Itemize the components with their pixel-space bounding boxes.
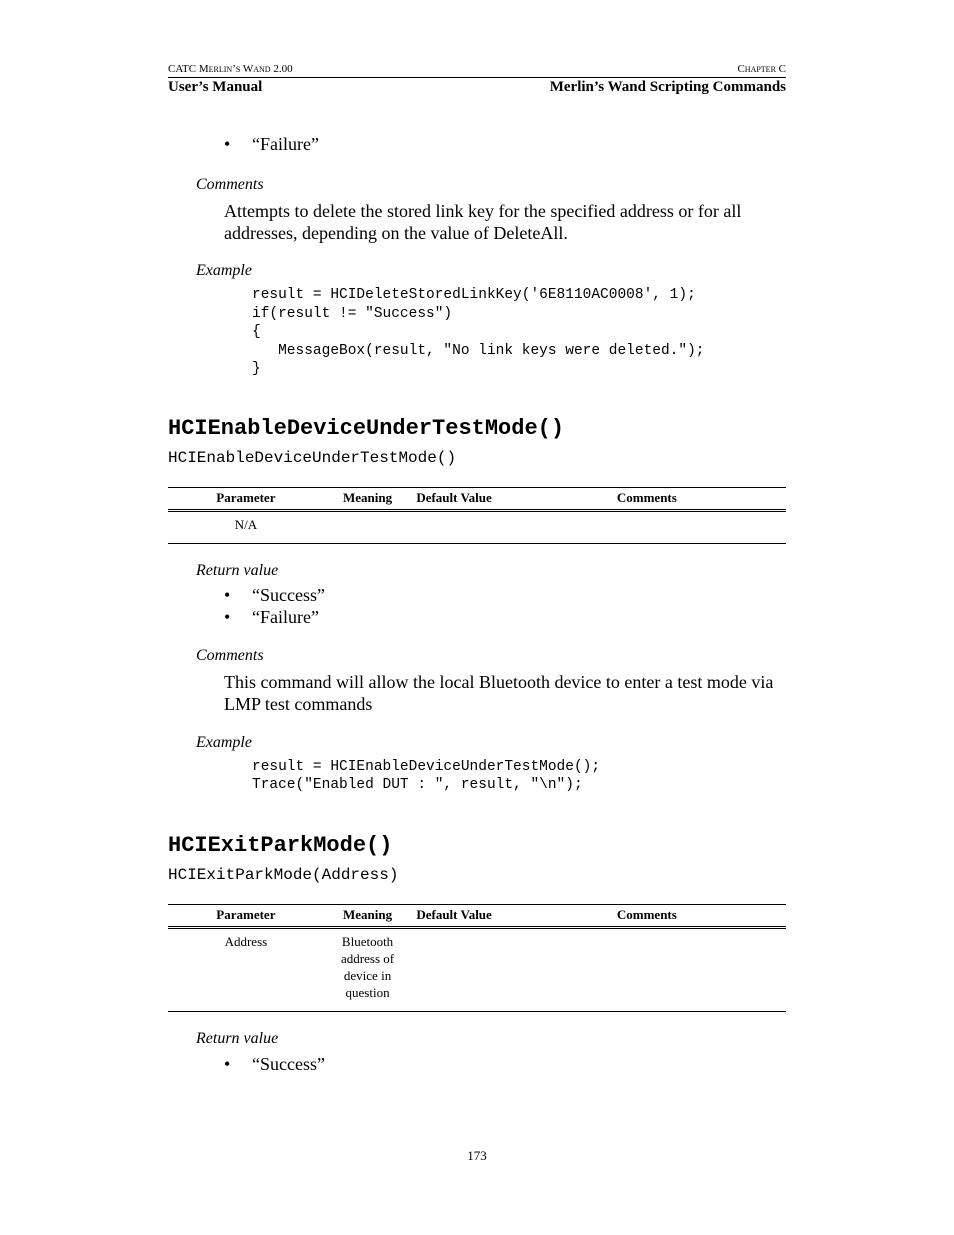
table-row: N/A <box>168 510 786 543</box>
header-section: Merlin’s Wand Scripting Commands <box>549 79 786 95</box>
example-label: Example <box>196 733 252 751</box>
code-block: result = HCIEnableDeviceUnderTestMode(); Trace("Enabled DUT : ", result, "\n"); <box>252 758 601 793</box>
header-chapter: Chapter C <box>737 63 786 75</box>
column-header: Parameter <box>168 904 324 927</box>
example-label: Example <box>196 262 252 279</box>
list-item: • “Failure” <box>224 134 319 154</box>
list-item: • “Failure” <box>224 606 319 627</box>
comments-text: This command will allow the local Bluetooth device to enter a test mode via LMP test commands <box>224 671 774 714</box>
column-header: Parameter <box>168 487 324 510</box>
table-header-row <box>168 487 786 510</box>
comments-text: Attempts to delete the stored link key for the specified address or for all addresses, depending on the value of DeleteAll. <box>224 201 742 243</box>
column-header: Default Value <box>411 904 507 927</box>
running-header-top <box>168 62 786 76</box>
function-signature: HCIExitParkMode(Address) <box>168 865 399 884</box>
function-title: HCIEnableDeviceUnderTestMode() <box>168 415 565 441</box>
header-manual: User’s Manual <box>168 79 263 95</box>
column-header: Comments <box>508 487 786 510</box>
column-header: Meaning <box>324 904 412 927</box>
column-header: Comments <box>508 904 786 927</box>
return-value-label: Return value <box>196 1029 279 1047</box>
document-page <box>168 62 786 1075</box>
table-row: Address Bluetooth address of device in question <box>168 927 786 1011</box>
comments-label: Comments <box>196 176 264 193</box>
function-signature: HCIEnableDeviceUnderTestMode() <box>168 448 457 467</box>
list-item: • “Success” <box>224 1053 325 1074</box>
header-product: CATC Merlin’s Wand 2.00 <box>168 63 293 75</box>
comments-label: Comments <box>196 646 264 664</box>
list-item: • “Success” <box>224 584 325 605</box>
column-header: Meaning <box>324 487 412 510</box>
running-header-bottom <box>168 78 786 96</box>
parameter-table <box>168 487 786 544</box>
function-title: HCIExitParkMode() <box>168 832 393 858</box>
parameter-table <box>168 904 786 1012</box>
return-value-label: Return value <box>196 561 279 579</box>
page-number: 173 <box>467 1148 487 1163</box>
column-header: Default Value <box>411 487 507 510</box>
table-header-row <box>168 904 786 927</box>
code-block: result = HCIDeleteStoredLinkKey('6E8110AC0008', 1); if(result != "Success") { MessageBox(result, "No link keys were deleted."); } <box>252 287 705 377</box>
